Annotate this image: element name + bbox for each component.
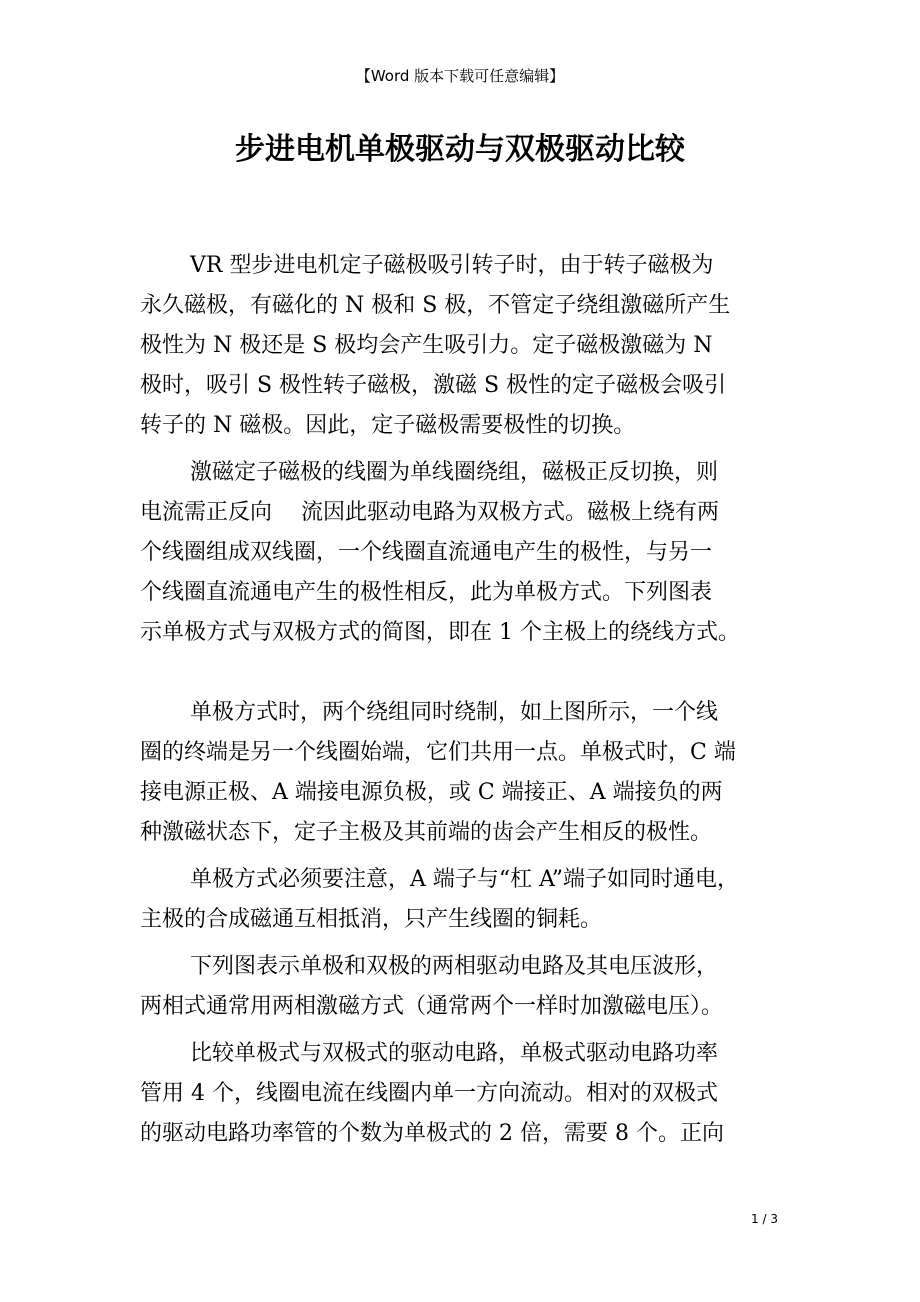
paragraph-2 [140, 453, 790, 653]
text-line: 电流需正反向 流因此驱动电路为双极方式。磁极上绕有两 [140, 500, 719, 525]
text-line: 的驱动电路功率管的个数为单极式的 2 倍，需要 8 个。正向 [140, 1121, 724, 1146]
text-line: 比较单极式与双极式的驱动电路，单极式驱动电路功率 [190, 1041, 719, 1066]
document-title: 步进电机单极驱动与双极驱动比较 [235, 132, 685, 167]
document-body [140, 246, 790, 1154]
text-line: 管用 4 个，线圈电流在线圈内单一方向流动。相对的双极式 [140, 1081, 718, 1106]
text-line: VR 型步进电机定子磁极吸引转子时，由于转子磁极为 [190, 253, 714, 278]
text-line: 两相式通常用两相激磁方式（通常两个一样时加激磁电压）。 [140, 994, 724, 1019]
figure-gap [140, 653, 790, 693]
text-line: 接电源正极、A 端接电源负极，或 C 端接正、A 端接负的两 [140, 780, 723, 805]
text-line: 种激磁状态下，定子主极及其前端的齿会产生相反的极性。 [140, 820, 713, 845]
text-line: 圈的终端是另一个线圈始端，它们共用一点。单极式时，C 端 [140, 740, 736, 765]
header-note: 【Word 版本下载可任意编辑】 [355, 67, 565, 85]
text-line: 激磁定子磁极的线圈为单线圈绕组，磁极正反切换，则 [190, 460, 719, 485]
text-line: 极性为 N 极还是 S 极均会产生吸引力。定子磁极激磁为 N [140, 333, 713, 358]
text-line: 个线圈组成双线圈，一个线圈直流通电产生的极性，与另一 [140, 540, 713, 565]
text-line: 转子的 N 磁极。因此，定子磁极需要极性的切换。 [140, 413, 636, 438]
text-line: 单极方式时，两个绕组同时绕制，如上图所示，一个线 [190, 700, 719, 725]
paragraph-3 [140, 693, 790, 853]
paragraph-5 [140, 947, 790, 1027]
paragraph-gap [140, 446, 790, 453]
text-line: 主极的合成磁通互相抵消，只产生线圈的铜耗。 [140, 907, 603, 932]
text-line: 单极方式必须要注意，A 端子与“杠 A”端子如同时通电， [190, 867, 740, 892]
page-number: 1 / 3 [751, 1212, 778, 1226]
text-line: 下列图表示单极和双极的两相驱动电路及其电压波形， [190, 954, 719, 979]
paragraph-4 [140, 860, 790, 940]
paragraph-6 [140, 1034, 790, 1154]
text-line: 个线圈直流通电产生的极性相反，此为单极方式。下列图表 [140, 580, 713, 605]
paragraph-gap [140, 853, 790, 860]
text-line: 极时，吸引 S 极性转子磁极，激磁 S 极性的定子磁极会吸引 [140, 373, 727, 398]
text-line: 永久磁极，有磁化的 N 极和 S 极，不管定子绕组激磁所产生 [140, 293, 731, 318]
paragraph-gap [140, 940, 790, 947]
paragraph-gap [140, 1027, 790, 1034]
text-line: 示单极方式与双极方式的简图，即在 1 个主极上的绕线方式。 [140, 620, 740, 645]
paragraph-1 [140, 246, 790, 446]
